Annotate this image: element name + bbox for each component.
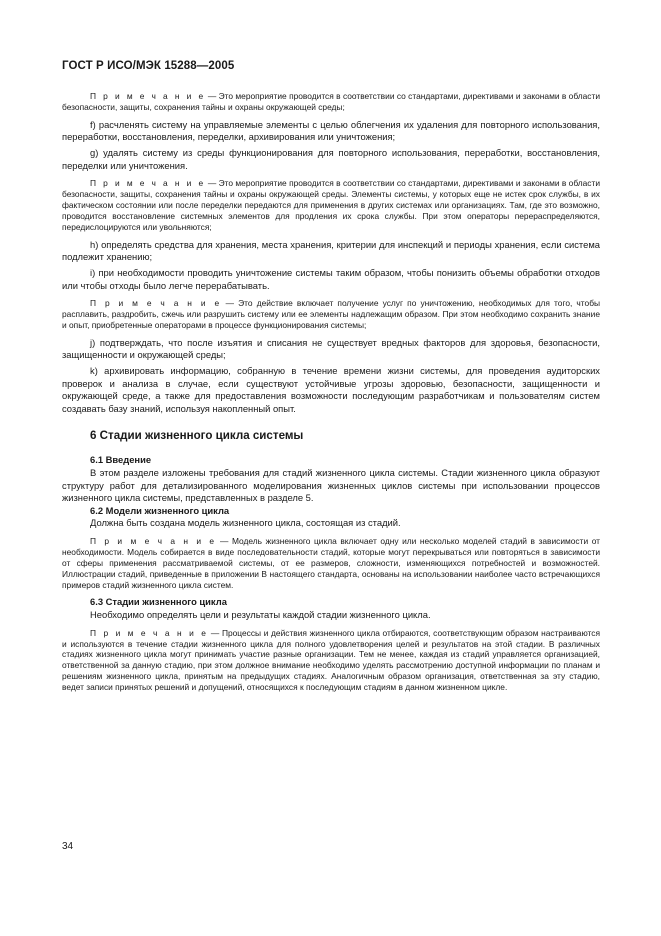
note-text: — Это мероприятие проводится в соответствии со стандартами, директивами и законами в области безопасности, защиты, сохранения тайны и охраны окружающей среды. Элементы системы, у которых еще не истек срок службы, в их фактическом состоянии или после переделки передаются для применения в других системах или организациях. Там, где это возможно, проводится восстановление системных элементов для продления их срока службы. При этом операторы перераспределяются, передислоцируются или увольняются; [62,178,600,232]
note-text: — Это мероприятие проводится в соответствии со стандартами, директивами и законами в области безопасности, защиты, сохранения тайны и охраны окружающей среды; [62,91,600,112]
document-header: ГОСТ Р ИСО/МЭК 15288—2005 [62,60,235,72]
list-item-f: f) расчленять систему на управляемые элементы с целью облегчения их удаления для повторного использования, переработки, восстановления, переделки, архивирования или уничтожения; [62,118,600,143]
page-number: 34 [62,841,74,852]
list-item-k: k) архивировать информацию, собранную в течение времени жизни системы, для проведения аудиторских проверок и анализа в случае, если существуют устойчивые угрозы здоровью, безопасности, защищенности и окружающей среде, а также для предоставления возможности последующим разработчикам и пользователям систем создавать базу знаний, используя накопленный опыт. [62,365,600,414]
subsection-heading: 6.2 Модели жизненного цикла [90,504,230,516]
list-item-j: j) подтверждать, что после изъятия и списания не существует вредных факторов для здоровья, безопасности, защищенности и окружающей среды; [62,336,600,361]
subsection-heading: 6.3 Стадии жизненного цикла [90,596,227,608]
note-label: П р и м е ч а н и е [90,535,217,546]
note-text: — Процессы и действия жизненного цикла отбираются, соответствующим образом настраиваются и используются в течение стадии жизненного цикла для полного удовлетворения целей и результатов на этой стадии. В различных стадиях жизненного цикла могут принимать участие разные организации. Тем не менее, каждая из стадий управляется организацией, ответственной за данную стадию, при этом должное внимание необходимо уделять рассмотрению доступной информации по планам и решениям жизненного цикла, принятым на предыдущих стадиях. Аналогичным образом организация, ответственная за эту стадию, ведет записи принятых решений и допущений, относящихся к последующим стадиям в данном жизненном цикле. [62,627,601,693]
note-label: П р и м е ч а н и е [90,91,206,101]
body-paragraph: Должна быть создана модель жизненного цикла, состоящая из стадий. [90,517,401,529]
note-label: П р и м е ч а н и е [90,178,206,189]
section-heading: 6 Стадии жизненного цикла системы [90,429,304,443]
note-label: П р и м е ч а н и е [90,298,222,309]
note-paragraph [62,178,600,233]
list-item-h: h) определять средства для хранения, места хранения, критерии для инспекций и периоды хранения, если система подлежит хранению; [62,238,600,263]
note-paragraph [62,628,600,693]
note-label: П р и м е ч а н и е [90,627,209,638]
subsection-heading: 6.1 Введение [90,454,152,466]
body-paragraph: В этом разделе изложены требования для стадий жизненного цикла системы. Стадии жизненного цикла образуют структуру работ для детализированного моделирования жизненных циклов системы при использовании процессов жизненного цикла системы, представленных в разделе 5. [62,466,600,504]
note-text: — Это действие включает получение услуг по уничтожению, необходимых для того, чтобы расплавить, раздробить, сжечь или разрушить систему или ее элементы надлежащим образом. При этом необходимо сохранить знание и опыт, приобретенные операторами в процессе функционирования системы; [62,298,601,330]
note-text: — Модель жизненного цикла включает одну или несколько моделей стадий в зависимости от необходимости. Модель собирается в виде последовательности стадий, которые могут перекрываться или повторяться в зависимости от сферы применения рассматриваемой системы, от ее размеров, сложности, изменяющихся потребностей и возможностей. Иллюстрации стадий, приведенные в приложении В настоящего стандарта, основаны на использовании наиболее часто встречающихся примеров стадий жизненного цикла систем. [62,535,601,590]
list-item-g: g) удалять систему из среды функционирования для повторного использования, переработки, восстановления, переделки или уничтожения. [62,147,600,171]
list-item-i: i) при необходимости проводить уничтожение системы таким образом, чтобы понизить объемы обработки отходов или чтобы отходы было легче перерабатывать. [62,266,600,291]
note-paragraph [62,536,600,591]
body-paragraph: Необходимо определять цели и результаты каждой стадии жизненного цикла. [90,609,431,621]
note-paragraph [62,91,600,113]
page-content [62,91,600,693]
note-paragraph [62,298,600,331]
